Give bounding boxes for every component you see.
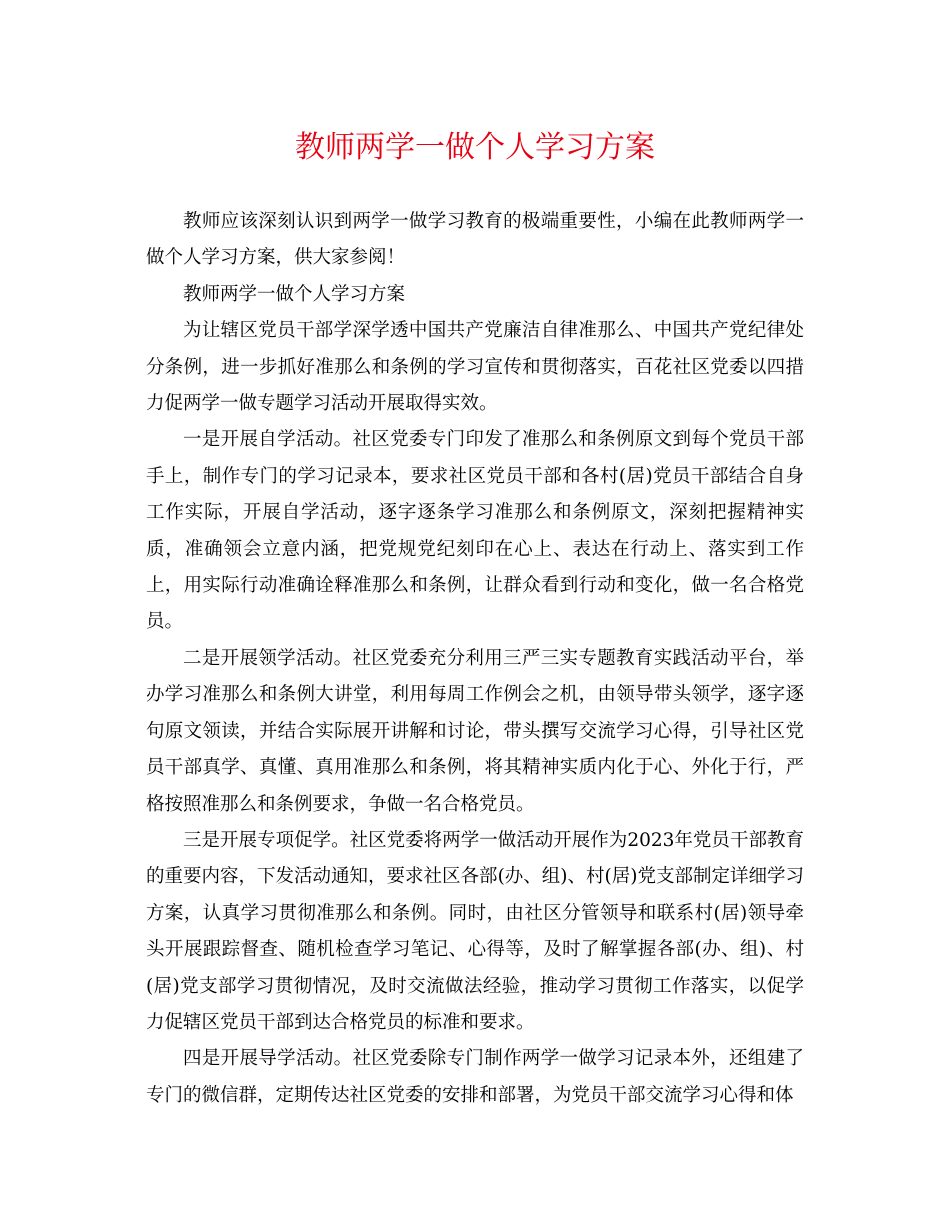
paragraph-self-study: 一是开展自学活动。社区党委专门印发了准那么和条例原文到每个党员干部手上，制作专门的学习记录本，要求社区党员干部和各村(居)党员干部结合自身工作实际，开展自学活动，逐字逐条学习准那么和条例原文，深刻把握精神实质，准确领会立意内涵，把党规党纪刻印在心上、表达在行动上、落实到工作上，用实际行动准确诠释准那么和条例，让群众看到行动和变化，做一名合格党员。 (146, 429, 804, 633)
document-title: 教师两学一做个人学习方案 (295, 130, 655, 165)
document-body (146, 204, 804, 1114)
paragraph-special-study: 三是开展专项促学。社区党委将两学一做活动开展作为2023年党员干部教育的重要内容，下发活动通知，要求社区各部(办、组)、村(居)党支部制定详细学习方案，认真学习贯彻准那么和条例。同时，由社区分管领导和联系村(居)领导牵头开展跟踪督查、随机检查学习笔记、心得等，及时了解掌握各部(办、组)、村(居)党支部学习贯彻情况，及时交流做法经验，推动学习贯彻工作落实，以促学力促辖区党员干部到达合格党员的标准和要求。 (146, 829, 804, 1033)
paragraph-intro: 教师应该深刻认识到两学一做学习教育的极端重要性，小编在此教师两学一做个人学习方案，供大家参阅！ (146, 211, 804, 269)
paragraph-subtitle: 教师两学一做个人学习方案 (183, 283, 406, 305)
paragraph-guided-study: 四是开展导学活动。社区党委除专门制作两学一做学习记录本外，还组建了专门的微信群，定期传达社区党委的安排和部署，为党员干部交流学习心得和体 (146, 1048, 804, 1106)
paragraph-background: 为让辖区党员干部学深学透中国共产党廉洁自律准那么、中国共产党纪律处分条例，进一步抓好准那么和条例的学习宣传和贯彻落实，百花社区党委以四措力促两学一做专题学习活动开展取得实效。 (146, 320, 804, 415)
paragraph-led-study: 二是开展领学活动。社区党委充分利用三严三实专题教育实践活动平台，举办学习准那么和条例大讲堂，利用每周工作例会之机，由领导带头领学，逐字逐句原文领读，并结合实际展开讲解和讨论，带头撰写交流学习心得，引导社区党员干部真学、真懂、真用准那么和条例，将其精神实质内化于心、外化于行，严格按照准那么和条例要求，争做一名合格党员。 (146, 647, 804, 815)
